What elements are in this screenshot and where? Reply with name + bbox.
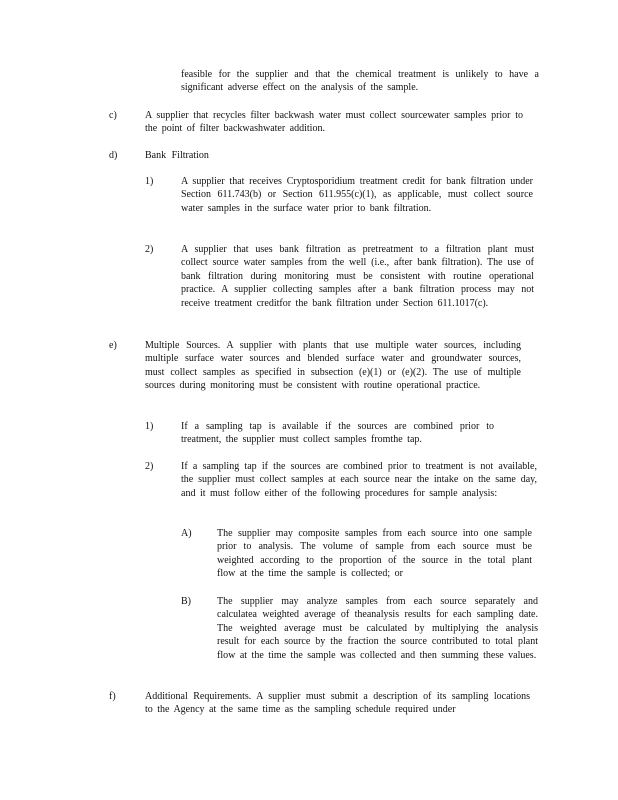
section-f-paragraph bbox=[145, 690, 530, 717]
section-d2-text: A supplier that uses bank filtration as pretreatment to a filtration plant must collect source water samples from the well (i.e., after bank filtration). The use of bank filtration during monitoring must be consistent with routine operational practice. A supplier collecting samples after a bank filtration process may not receive treatment creditfor the bank filtration under Section 611.1017(c). bbox=[181, 244, 534, 309]
section-d1-paragraph bbox=[181, 175, 533, 215]
section-d2-paragraph bbox=[181, 243, 534, 310]
section-f-text: Additional Requirements. A supplier must submit a description of its sampling locations to the Agency at the same time as the sampling schedule required under bbox=[145, 691, 530, 716]
section-d-label: d) bbox=[109, 150, 118, 161]
section-e1-label: 1) bbox=[145, 421, 154, 432]
intro-text: feasible for the supplier and that the chemical treatment is unlikely to have a significant adverse effect on the analysis of the sample. bbox=[181, 69, 539, 94]
section-e2-text: If a sampling tap if the sources are combined prior to treatment is not available, the supplier must collect samples at each source near the intake on the same day, and it must follow either of the following procedures for sample analysis: bbox=[181, 461, 537, 499]
section-e1-paragraph bbox=[181, 420, 494, 447]
section-c-paragraph bbox=[145, 109, 523, 136]
section-e1-text: If a sampling tap is available if the sources are combined prior to treatment, the supplier must collect samples fromthe tap. bbox=[181, 421, 494, 446]
section-c-label: c) bbox=[109, 110, 117, 121]
section-e2b-paragraph bbox=[217, 595, 538, 662]
section-d-title: Bank Filtration bbox=[145, 150, 209, 161]
section-e2a-text: The supplier may composite samples from each source into one sample prior to analysis. The volume of sample from each source must be weighted according to the proportion of the source in the total plant flow at the time the sample is collected; or bbox=[217, 528, 532, 580]
section-e2b-label: B) bbox=[181, 596, 191, 607]
section-e-text: Multiple Sources. A supplier with plants that use multiple water sources, including multiple surface water sources and blended surface water and groundwater sources, must collect samples as specified in subsection (e)(1) or (e)(2). The use of multiple sources during monitoring must be consistent with routine operational practice. bbox=[145, 340, 521, 392]
section-e2-label: 2) bbox=[145, 461, 154, 472]
section-e2a-paragraph bbox=[217, 527, 532, 581]
section-d2-label: 2) bbox=[145, 244, 154, 255]
section-e-label: e) bbox=[109, 340, 117, 351]
section-e2-paragraph bbox=[181, 460, 537, 500]
section-e2a-label: A) bbox=[181, 528, 192, 539]
intro-paragraph bbox=[181, 68, 539, 95]
section-c-text: A supplier that recycles filter backwash water must collect sourcewater samples prior to the point of filter backwashwater addition. bbox=[145, 110, 523, 135]
section-d1-label: 1) bbox=[145, 176, 154, 187]
section-d1-text: A supplier that receives Cryptosporidium treatment credit for bank filtration under Section 611.743(b) or Section 611.955(c)(1), as applicable, must collect source water samples in the surface water prior to bank filtration. bbox=[181, 176, 533, 214]
section-f-label: f) bbox=[109, 691, 116, 702]
section-e2b-text: The supplier may analyze samples from each source separately and calculatea weighted average of theanalysis results for each sampling date. The weighted average must be calculated by multiplying the analysis result for each source by the fraction the source contributed to total plant flow at the time the sample was collected and then summing these values. bbox=[217, 596, 538, 661]
section-e-paragraph bbox=[145, 339, 521, 393]
